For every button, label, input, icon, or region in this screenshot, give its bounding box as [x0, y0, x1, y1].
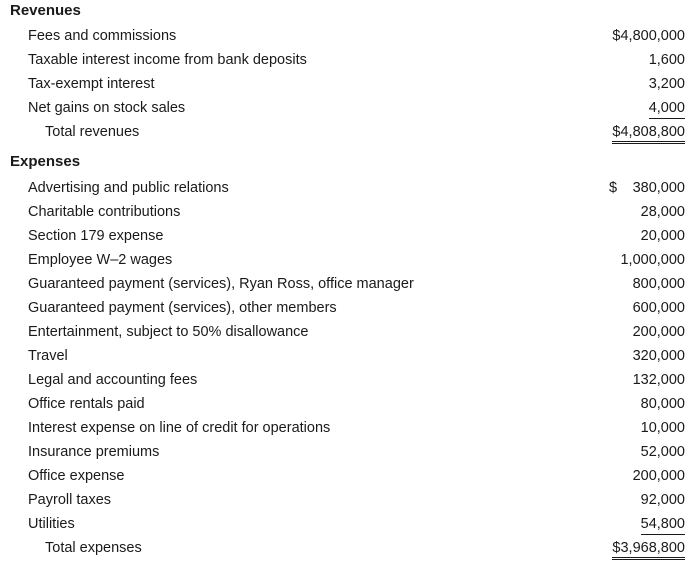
expense-row — [0, 320, 693, 344]
revenue-label: Net gains on stock sales — [28, 100, 186, 116]
expense-row — [0, 416, 693, 440]
expenses-heading: Expenses — [10, 153, 81, 170]
expense-amount: 80,000 — [640, 396, 685, 412]
expense-label: Payroll taxes — [28, 492, 112, 508]
total-revenues-amount: $4,808,800 — [612, 123, 685, 144]
expense-row — [0, 368, 693, 392]
revenue-label: Fees and commissions — [28, 28, 177, 44]
expense-label: Office expense — [28, 468, 125, 484]
total-expenses-row — [0, 536, 693, 560]
expense-amount: 200,000 — [632, 468, 685, 484]
total-expenses-label: Total expenses — [45, 540, 142, 556]
expense-amount: 200,000 — [632, 324, 685, 340]
expense-label: Office rentals paid — [28, 396, 145, 412]
revenues-heading: Revenues — [10, 2, 81, 19]
revenue-label: Tax-exempt interest — [28, 76, 155, 92]
expense-label: Employee W–2 wages — [28, 252, 173, 268]
expense-amount: 600,000 — [632, 300, 685, 316]
expense-label: Section 179 expense — [28, 228, 164, 244]
expense-label: Interest expense on line of credit for operations — [28, 420, 331, 436]
expense-amount: 52,000 — [640, 444, 685, 460]
expense-row — [0, 248, 693, 272]
expense-row — [0, 392, 693, 416]
expense-label: Insurance premiums — [28, 444, 160, 460]
expense-row — [0, 296, 693, 320]
expense-amount: 54,800 — [641, 515, 685, 535]
expense-amount: 320,000 — [632, 348, 685, 364]
expense-amount — [609, 179, 685, 197]
revenue-row — [0, 24, 693, 48]
expense-row — [0, 512, 693, 536]
expense-row — [0, 272, 693, 296]
expense-label: Utilities — [28, 516, 75, 532]
revenue-amount: $4,800,000 — [612, 28, 685, 44]
revenue-label: Taxable interest income from bank deposits — [28, 52, 307, 68]
total-revenues-row — [0, 120, 693, 144]
expense-row — [0, 344, 693, 368]
total-revenues-label: Total revenues — [45, 124, 140, 140]
expense-label: Guaranteed payment (services), other members — [28, 300, 337, 316]
revenue-row — [0, 72, 693, 96]
expense-amount-value: 380,000 — [632, 180, 685, 196]
expense-amount: 92,000 — [640, 492, 685, 508]
expense-amount: 28,000 — [640, 204, 685, 220]
expense-label: Advertising and public relations — [28, 180, 229, 196]
expense-amount: 1,000,000 — [620, 252, 685, 268]
expense-row — [0, 488, 693, 512]
currency-symbol: $ — [609, 180, 618, 196]
revenue-amount: 4,000 — [649, 99, 685, 119]
expense-label: Legal and accounting fees — [28, 372, 198, 388]
total-expenses-amount: $3,968,800 — [612, 539, 685, 560]
expense-label: Entertainment, subject to 50% disallowance — [28, 324, 309, 340]
expense-label: Guaranteed payment (services), Ryan Ross, office manager — [28, 276, 414, 292]
revenue-row — [0, 96, 693, 120]
expense-label: Charitable contributions — [28, 204, 181, 220]
revenue-row — [0, 48, 693, 72]
expense-amount: 10,000 — [640, 420, 685, 436]
expense-amount: 20,000 — [640, 228, 685, 244]
expense-amount: 132,000 — [632, 372, 685, 388]
expense-row — [0, 464, 693, 488]
expense-row — [0, 200, 693, 224]
revenue-amount: 1,600 — [648, 52, 685, 68]
expense-label: Travel — [28, 348, 68, 364]
expense-row — [0, 440, 693, 464]
expense-row — [0, 176, 693, 200]
expense-amount: 800,000 — [632, 276, 685, 292]
expense-row — [0, 224, 693, 248]
revenue-amount: 3,200 — [648, 76, 685, 92]
